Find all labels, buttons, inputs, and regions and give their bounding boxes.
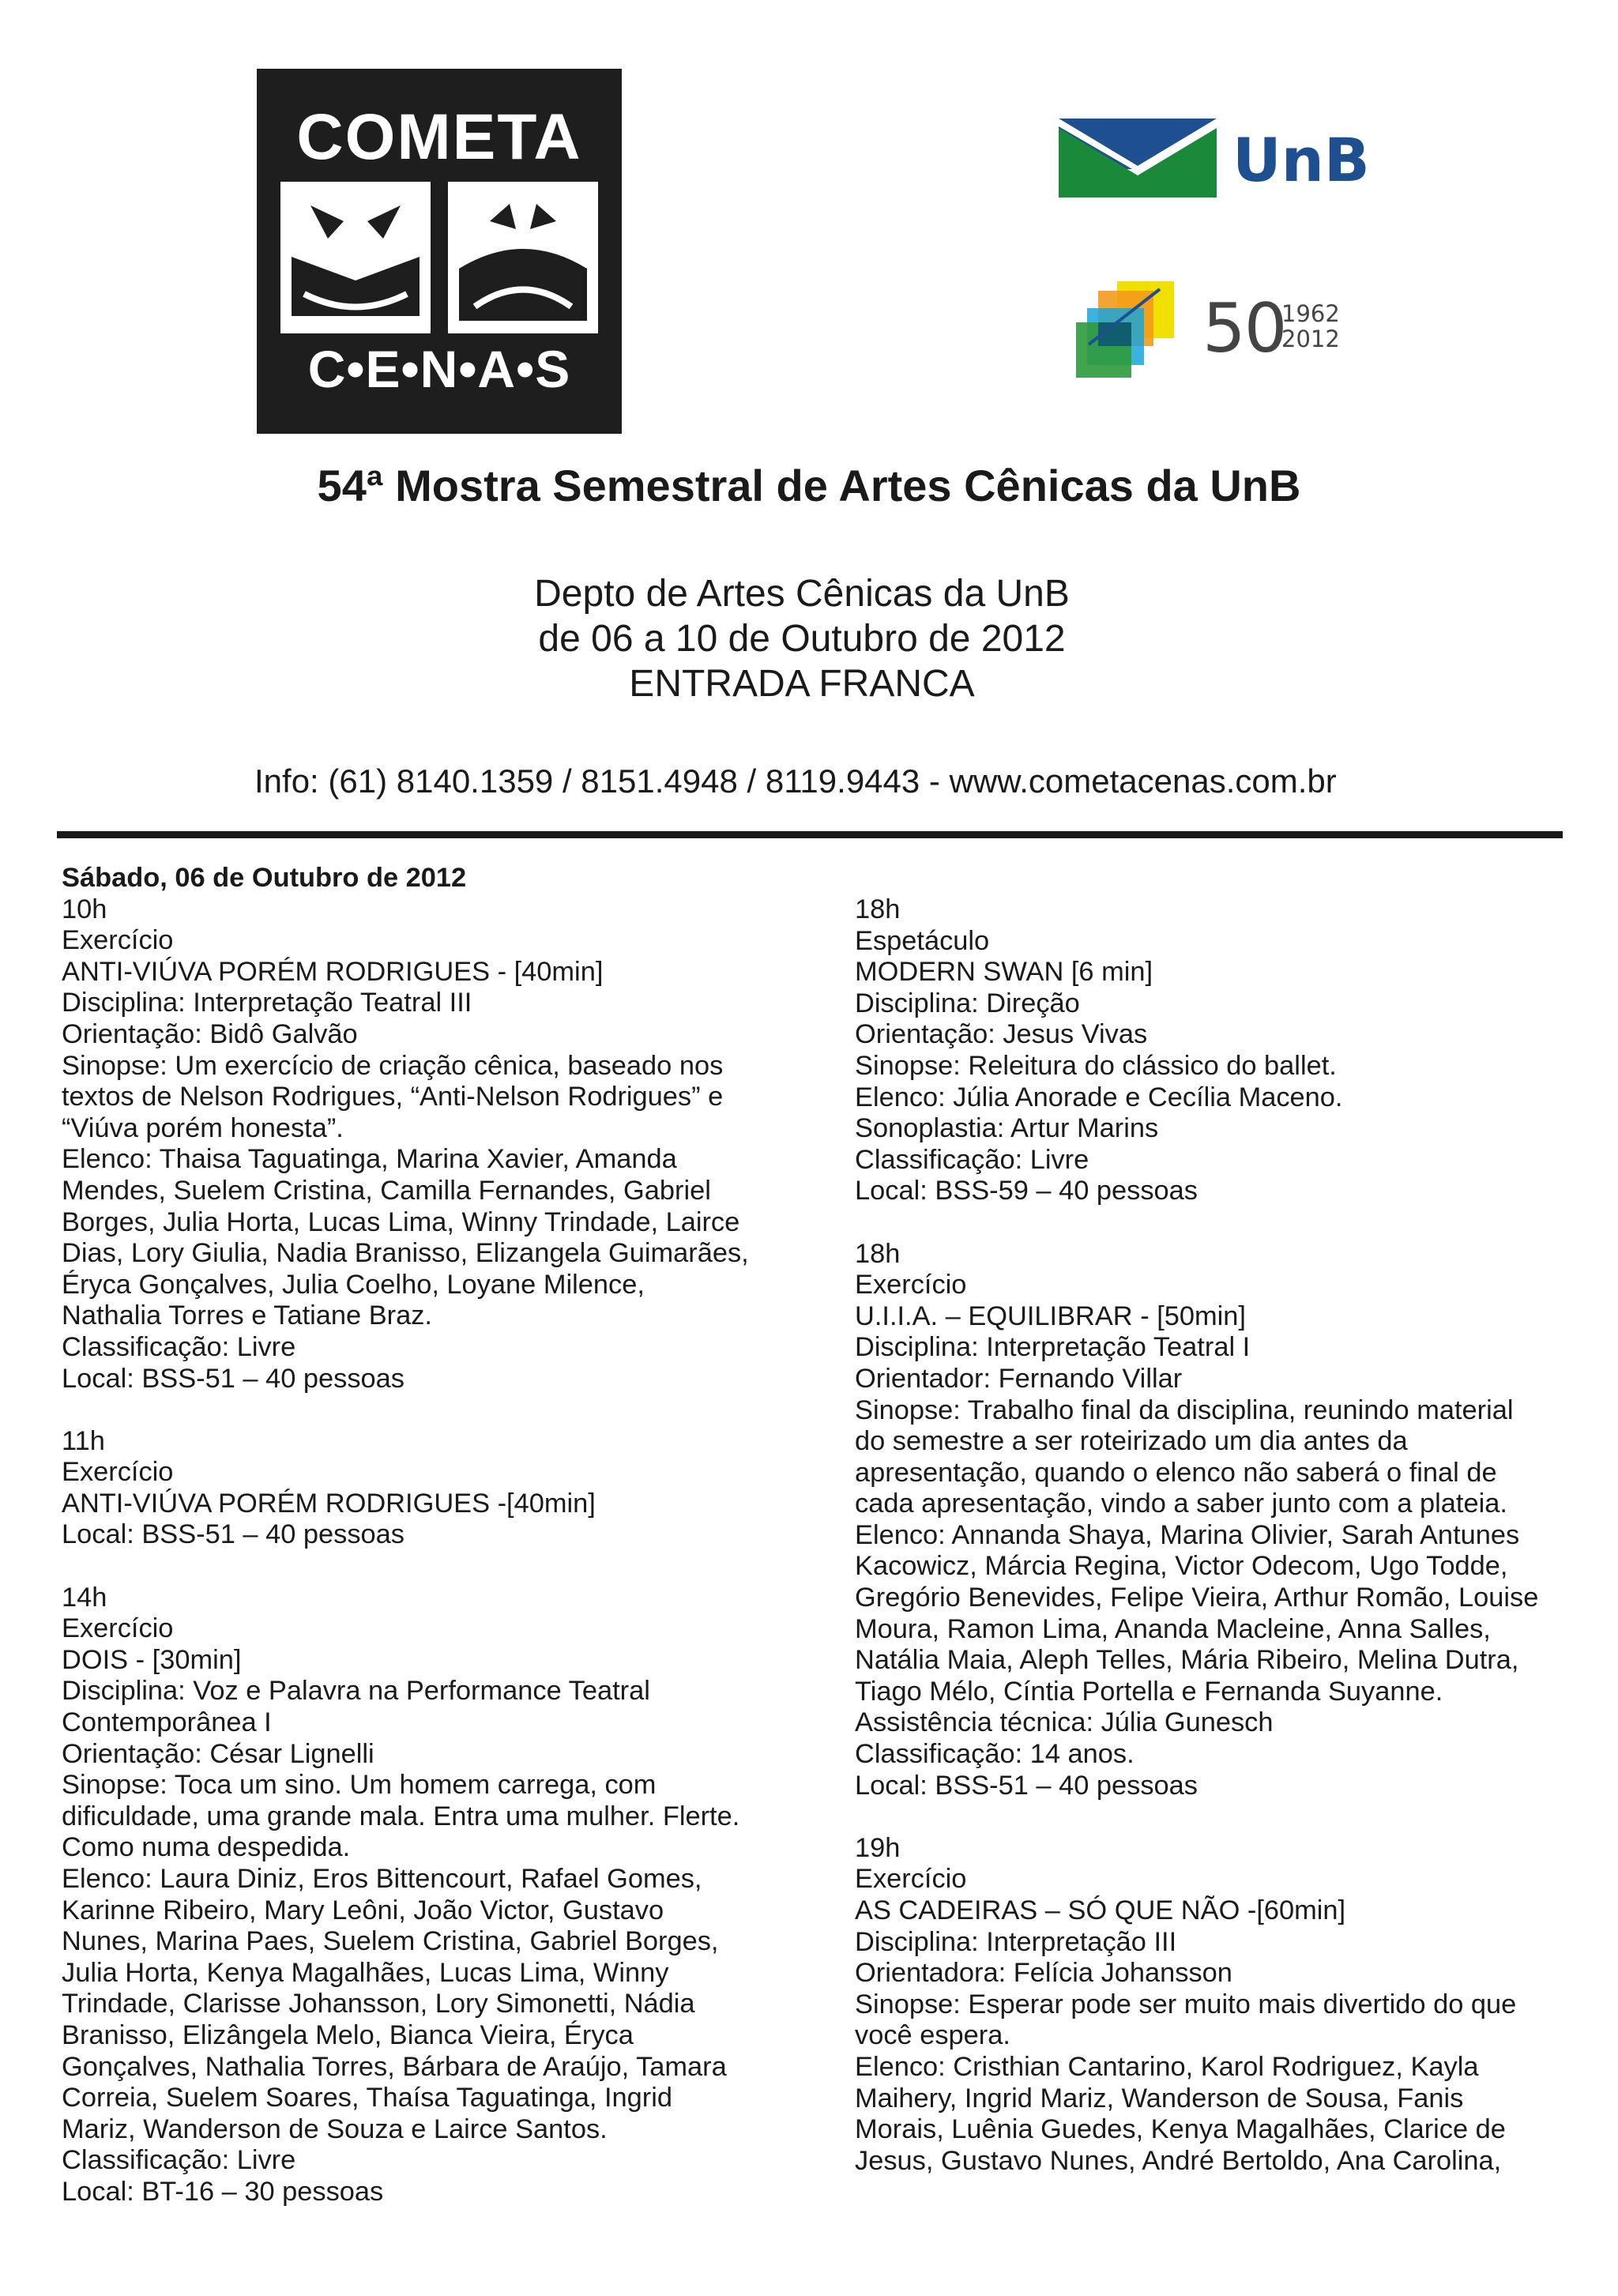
anniversary-number: 50 — [1202, 289, 1286, 368]
schedule-line: Exercício — [62, 1613, 174, 1644]
schedule-line — [62, 1551, 804, 1583]
schedule-right-column — [855, 894, 1590, 2177]
schedule-line: Assistência técnica: Júlia Gunesch — [855, 1707, 1274, 1738]
schedule-line: Local: BSS-51 – 40 pessoas — [855, 1770, 1198, 1801]
schedule-line: Kacowicz, Márcia Regina, Victor Odecom, Ugo Todde, — [855, 1551, 1508, 1582]
schedule-line: Nunes, Marina Paes, Suelem Cristina, Gabriel Borges, — [62, 1926, 719, 1957]
schedule-line: Espetáculo — [855, 925, 990, 956]
schedule-line: Contemporânea I — [62, 1707, 272, 1738]
schedule-line: Elenco: Júlia Anorade e Cecília Maceno. — [855, 1082, 1343, 1112]
schedule-line: Maihery, Ingrid Mariz, Wanderson de Sousa, Fanis — [855, 2083, 1464, 2113]
schedule-line: Elenco: Laura Diniz, Eros Bittencourt, Rafael Gomes, — [62, 1864, 702, 1894]
entry-line: ENTRADA FRANCA — [629, 663, 975, 705]
schedule-line: 18h — [855, 1238, 901, 1269]
schedule-line: Sinopse: Esperar pode ser muito mais divertido do que — [855, 1989, 1517, 2019]
schedule-line: Orientação: Jesus Vivas — [855, 1019, 1148, 1050]
schedule-line: ANTI-VIÚVA PORÉM RODRIGUES - [40min] — [62, 956, 604, 987]
schedule-line: MODERN SWAN [6 min] — [855, 957, 1153, 988]
schedule-line: Classificação: Livre — [855, 1144, 1089, 1175]
schedule-line: Elenco: Thaisa Taguatinga, Marina Xavier, Amanda — [62, 1144, 677, 1175]
schedule-line: 10h — [62, 894, 107, 924]
schedule-line: Sinopse: Um exercício de criação cênica, baseado nos — [62, 1050, 724, 1081]
schedule-line: Sinopse: Toca um sino. Um homem carrega, com — [62, 1770, 657, 1801]
schedule-line — [855, 1801, 1590, 1833]
unb-wordmark: UnB — [1232, 125, 1370, 195]
schedule-line: Classificação: Livre — [62, 2145, 296, 2176]
schedule-line: Karinne Ribeiro, Mary Leôni, João Victor, Gustavo — [62, 1895, 664, 1925]
unb-50-years-logo — [1076, 277, 1360, 383]
schedule-line: DOIS - [30min] — [62, 1644, 242, 1675]
schedule-line: Nathalia Torres e Tatiane Braz. — [62, 1300, 432, 1331]
schedule-line: Exercício — [62, 1457, 174, 1488]
schedule-line: Tiago Mélo, Cíntia Portella e Fernanda Suyanne. — [855, 1676, 1443, 1707]
divider — [57, 831, 1563, 838]
schedule-line: Morais, Luênia Guedes, Kenya Magalhães, Clarice de — [855, 2114, 1506, 2145]
schedule-line: Orientadora: Felícia Johansson — [855, 1958, 1232, 1989]
schedule-line: Jesus, Gustavo Nunes, André Bertoldo, Ana Carolina, — [855, 2145, 1502, 2176]
schedule-line: dificuldade, uma grande mala. Entra uma mulher. Flerte. — [62, 1801, 740, 1831]
schedule-line: Mendes, Suelem Cristina, Camilla Fernandes, Gabriel — [62, 1175, 711, 1206]
logo-title: COMETA — [296, 101, 582, 173]
schedule-line: Como numa despedida. — [62, 1832, 351, 1863]
schedule-line — [855, 1207, 1590, 1239]
schedule-line: Gonçalves, Nathalia Torres, Bárbara de Araújo, Tamara — [62, 2051, 727, 2082]
schedule-line: Borges, Julia Horta, Lucas Lima, Winny Trindade, Lairce — [62, 1206, 740, 1237]
schedule-line: do semestre a ser roteirizado um dia antes da — [855, 1426, 1408, 1457]
schedule-line: Local: BSS-59 – 40 pessoas — [855, 1176, 1198, 1206]
schedule-line: 11h — [62, 1425, 105, 1456]
page-title: 54ª Mostra Semestral de Artes Cênicas da UnB — [317, 461, 1301, 510]
schedule-line: Orientação: Bidô Galvão — [62, 1018, 358, 1049]
theater-masks-icon — [280, 182, 598, 333]
day-heading: Sábado, 06 de Outubro de 2012 — [62, 863, 467, 893]
schedule-line: 18h — [855, 894, 901, 924]
schedule-line: ANTI-VIÚVA PORÉM RODRIGUES -[40min] — [62, 1488, 596, 1519]
schedule-line: Orientação: César Lignelli — [62, 1738, 374, 1769]
schedule-line: Orientador: Fernando Villar — [855, 1363, 1183, 1394]
schedule-line: Disciplina: Interpretação Teatral I — [855, 1332, 1251, 1363]
schedule-line: Mariz, Wanderson de Souza e Lairce Santos. — [62, 2113, 608, 2144]
schedule-line: AS CADEIRAS – SÓ QUE NÃO -[60min] — [855, 1895, 1346, 1925]
schedule-line: 19h — [855, 1832, 901, 1863]
contact-info: Info: (61) 8140.1359 / 8151.4948 / 8119.9443 - www.cometacenas.com.br — [254, 762, 1337, 800]
schedule-line: Dias, Lory Giulia, Nadia Branisso, Elizangela Guimarães, — [62, 1238, 749, 1269]
cometa-cenas-logo — [257, 69, 622, 434]
schedule-line: Exercício — [855, 1864, 967, 1895]
schedule-line: Sinopse: Releitura do clássico do ballet. — [855, 1050, 1337, 1081]
dates-line: de 06 a 10 de Outubro de 2012 — [538, 618, 1066, 660]
schedule-line — [62, 1395, 804, 1426]
department-line: Depto de Artes Cênicas da UnB — [534, 573, 1070, 615]
schedule-line: Sonoplastia: Artur Marins — [855, 1113, 1159, 1144]
schedule-line: Disciplina: Interpretação III — [855, 1926, 1177, 1957]
schedule-line: Éryca Gonçalves, Julia Coelho, Loyane Milence, — [62, 1269, 645, 1300]
schedule-line: Disciplina: Interpretação Teatral III — [62, 988, 472, 1018]
schedule-line: Julia Horta, Kenya Magalhães, Lucas Lima, Winny — [62, 1957, 669, 1988]
schedule-line: Exercício — [855, 1270, 967, 1300]
schedule-line: Moura, Ramon Lima, Ananda Macleine, Anna Salles, — [855, 1613, 1491, 1644]
schedule-line: Local: BSS-51 – 40 pessoas — [62, 1363, 404, 1394]
schedule-line: Exercício — [62, 925, 174, 956]
schedule-line: Branisso, Elizângela Melo, Bianca Vieira, Éryca — [62, 2019, 634, 2050]
schedule-line: Correia, Suelem Soares, Thaísa Taguatinga, Ingrid — [62, 2083, 672, 2113]
schedule-line: Classificação: Livre — [62, 1331, 296, 1362]
schedule-line: Trindade, Clarisse Johansson, Lory Simonetti, Nádia — [62, 1989, 695, 2019]
schedule-line: “Viúva porém honesta”. — [62, 1112, 344, 1143]
schedule-line: Elenco: Cristhian Cantarino, Karol Rodriguez, Kayla — [855, 2051, 1479, 2082]
anniversary-end-year: 2012 — [1281, 326, 1340, 352]
schedule-line: Disciplina: Direção — [855, 988, 1080, 1018]
colored-squares-icon — [1076, 277, 1179, 379]
schedule-line: Local: BSS-51 – 40 pessoas — [62, 1519, 404, 1550]
unb-logo — [1059, 119, 1370, 205]
unb-emblem-icon — [1059, 119, 1217, 198]
schedule-line: Sinopse: Trabalho final da disciplina, reunindo material — [855, 1395, 1514, 1425]
schedule-line: Natália Maia, Aleph Telles, Mária Ribeiro, Melina Dutra, — [855, 1645, 1519, 1676]
schedule-line: você espera. — [855, 2020, 1010, 2051]
schedule-line: U.I.I.A. – EQUILIBRAR - [50min] — [855, 1300, 1246, 1331]
schedule-line: apresentação, quando o elenco não saberá o final de — [855, 1457, 1497, 1488]
schedule-line: Elenco: Annanda Shaya, Marina Olivier, Sarah Antunes — [855, 1519, 1520, 1550]
schedule-line: 14h — [62, 1582, 107, 1613]
schedule-line: Classificação: 14 anos. — [855, 1739, 1134, 1770]
anniversary-start-year: 1962 — [1281, 300, 1340, 327]
schedule-line: cada apresentação, vindo a saber junto com a plateia. — [855, 1489, 1507, 1519]
logo-subtitle: C•E•N•A•S — [307, 340, 571, 398]
schedule-line: Gregório Benevides, Felipe Vieira, Arthur Romão, Louise — [855, 1583, 1539, 1613]
schedule-line: Local: BT-16 – 30 pessoas — [62, 2176, 384, 2207]
schedule-line: Disciplina: Voz e Palavra na Performance Teatral — [62, 1676, 650, 1707]
schedule-left-column — [62, 863, 804, 2208]
schedule-line: textos de Nelson Rodrigues, “Anti-Nelson Rodrigues” e — [62, 1082, 724, 1112]
